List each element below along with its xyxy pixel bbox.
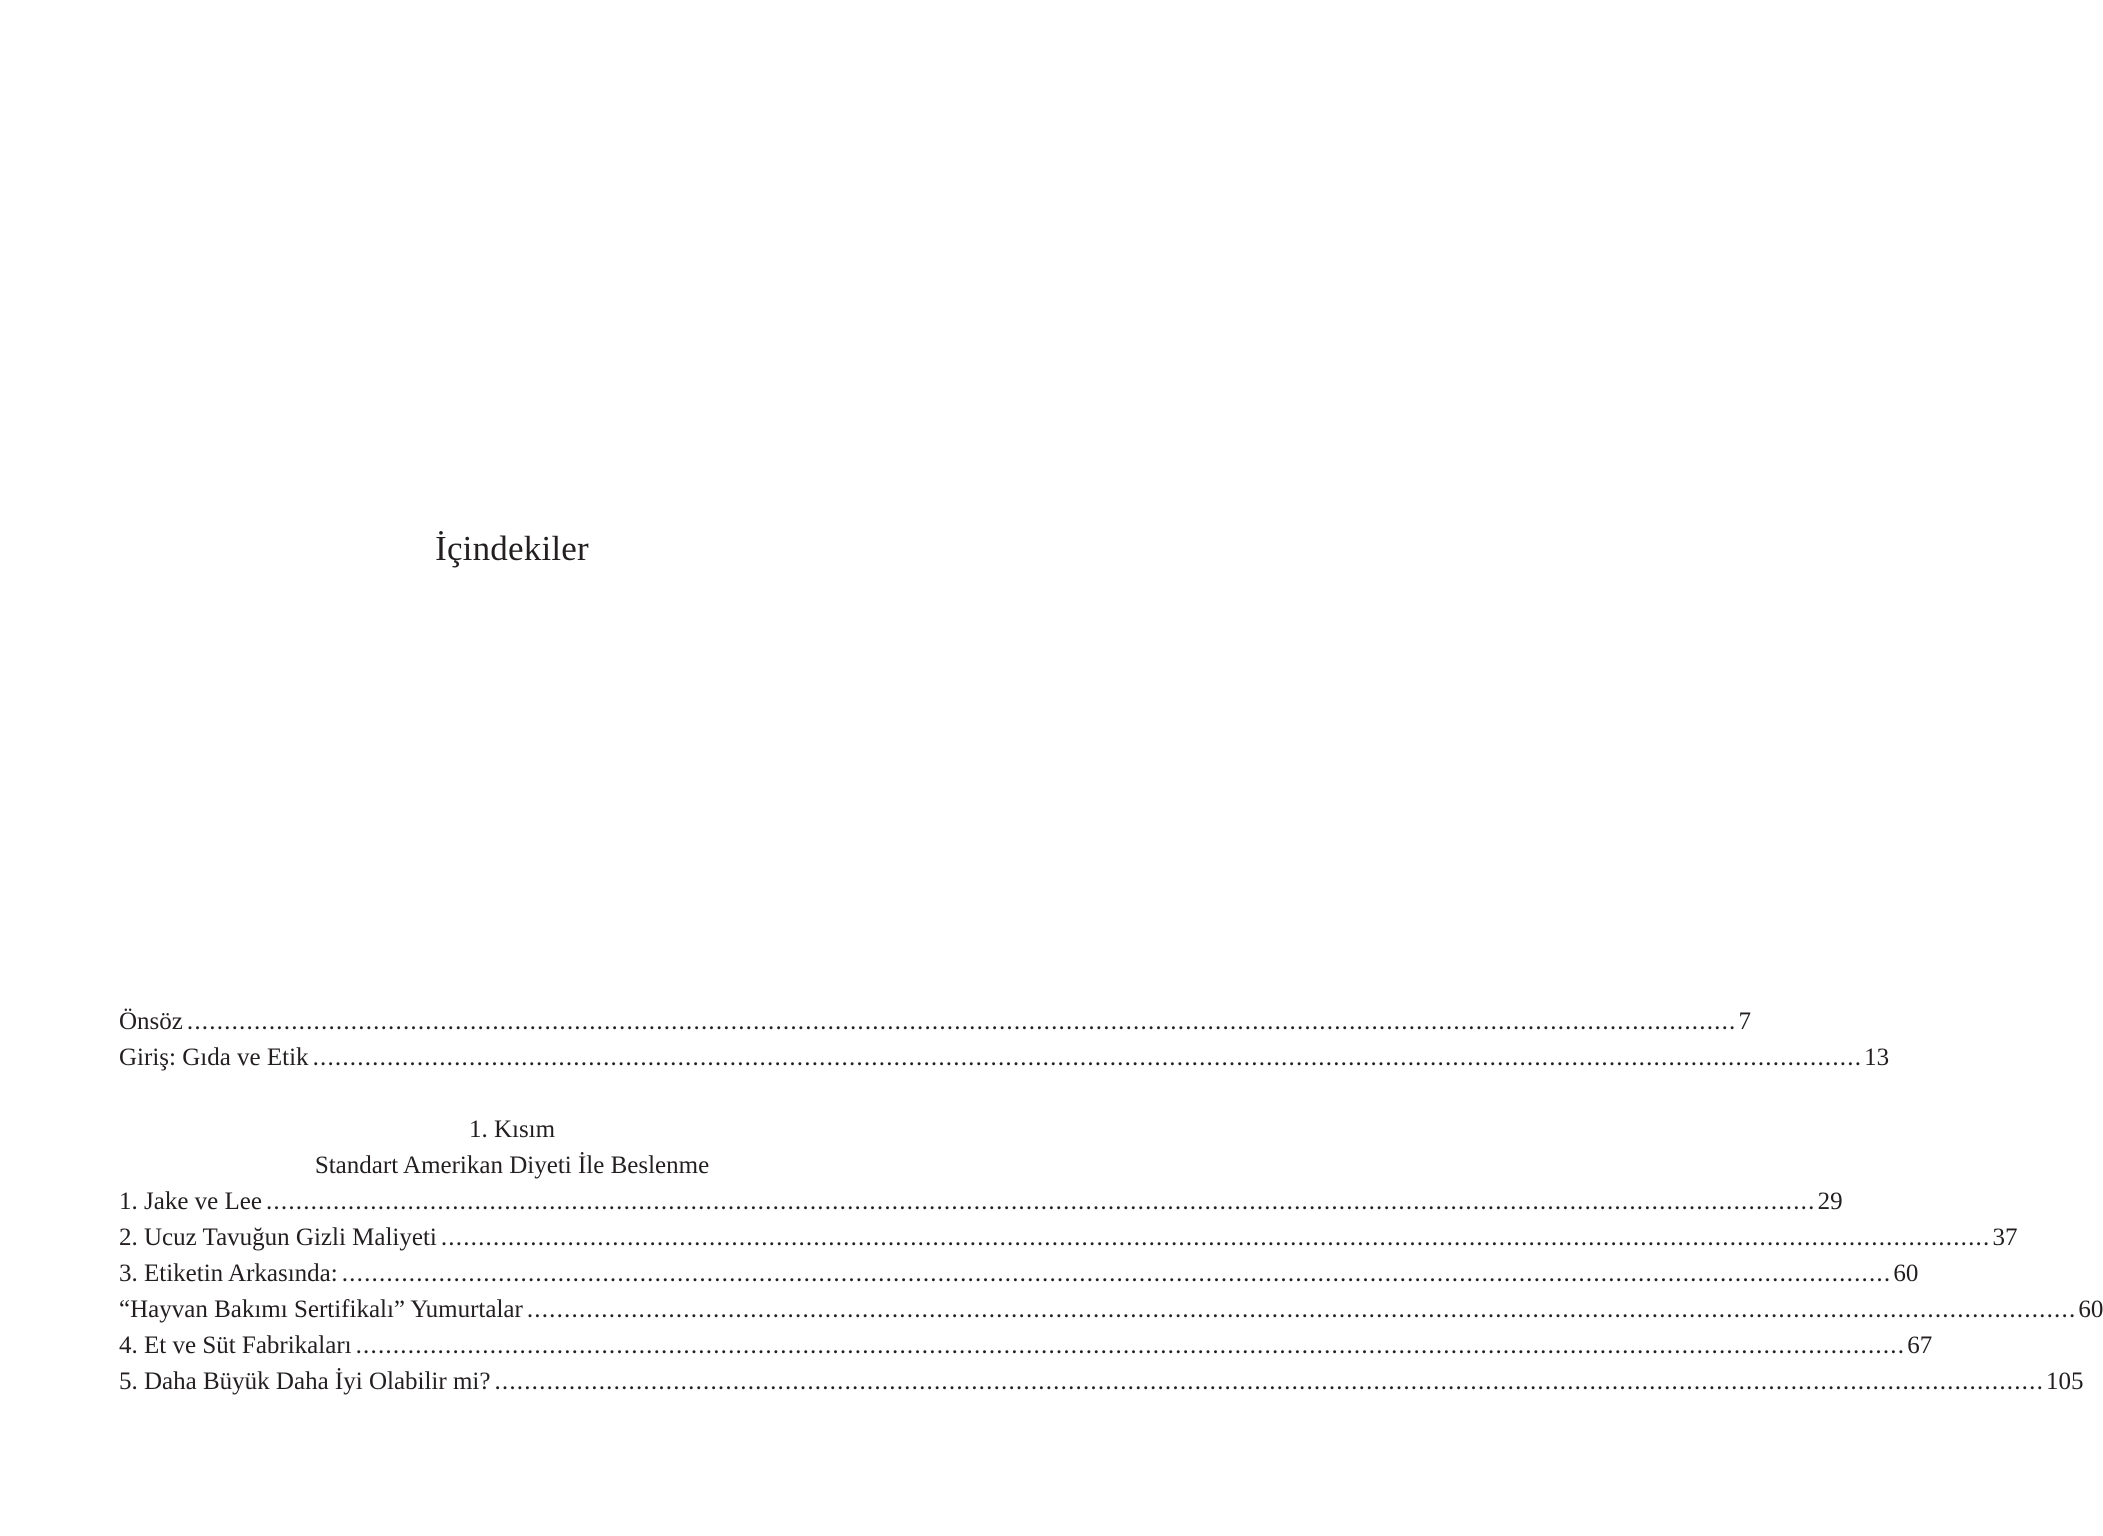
toc-leader-dots: ................................................................................................................................................................................................................ <box>440 1224 1991 1251</box>
page-title: İçindekiler <box>435 529 589 568</box>
toc-page-number: 37 <box>1992 1224 2018 1251</box>
toc-entry-label: 4. Et ve Süt Fabrikaları <box>119 1332 352 1359</box>
toc-page-number: 60 <box>1893 1260 1919 1287</box>
toc-leader-dots: ................................................................................................................................................................................................................ <box>355 1332 1906 1359</box>
toc-entry-label: Önsöz <box>119 1008 183 1035</box>
toc-entry-onsoz <box>119 1004 1751 1040</box>
toc-entry-label: 1. Jake ve Lee <box>119 1188 262 1215</box>
toc-leader-dots: ................................................................................................................................................................................................................ <box>186 1008 1737 1035</box>
toc-entry-label: “Hayvan Bakımı Sertifikalı” Yumurtalar <box>119 1296 523 1323</box>
toc-entry-chapter-5 <box>119 1364 2084 1400</box>
toc-page-number: 29 <box>1817 1188 1843 1215</box>
toc-page-number: 60 <box>2078 1296 2103 1323</box>
part-number-heading: 1. Kısım <box>468 1116 556 1143</box>
toc-leader-dots: ................................................................................................................................................................................................................ <box>265 1188 1816 1215</box>
toc-entry-label: 3. Etiketin Arkasında: <box>119 1260 338 1287</box>
toc-entry-chapter-1 <box>119 1184 1843 1220</box>
toc-leader-dots: ................................................................................................................................................................................................................ <box>312 1044 1863 1071</box>
toc-leader-dots: ................................................................................................................................................................................................................ <box>526 1296 2077 1323</box>
toc-page-number: 7 <box>1738 1008 1751 1035</box>
toc-page-number: 13 <box>1864 1044 1890 1071</box>
toc-entry-giris <box>119 1040 1890 1076</box>
toc-leader-dots: ................................................................................................................................................................................................................ <box>341 1260 1892 1287</box>
toc-entry-chapter-3 <box>119 1256 1919 1292</box>
toc-page-number: 105 <box>2046 1368 2084 1395</box>
toc-entry-chapter-2 <box>119 1220 2018 1256</box>
toc-entry-label: Giriş: Gıda ve Etik <box>119 1044 309 1071</box>
toc-entry-chapter-3-subtitle <box>119 1292 2103 1328</box>
toc-page-number: 67 <box>1907 1332 1933 1359</box>
toc-entry-label: 2. Ucuz Tavuğun Gizli Maliyeti <box>119 1224 437 1251</box>
toc-leader-dots: ................................................................................................................................................................................................................ <box>494 1368 2045 1395</box>
toc-entry-label: 5. Daha Büyük Daha İyi Olabilir mi? <box>119 1368 491 1395</box>
part-title-heading: Standart Amerikan Diyeti İle Beslenme <box>314 1152 710 1179</box>
toc-entry-chapter-4 <box>119 1328 1933 1364</box>
